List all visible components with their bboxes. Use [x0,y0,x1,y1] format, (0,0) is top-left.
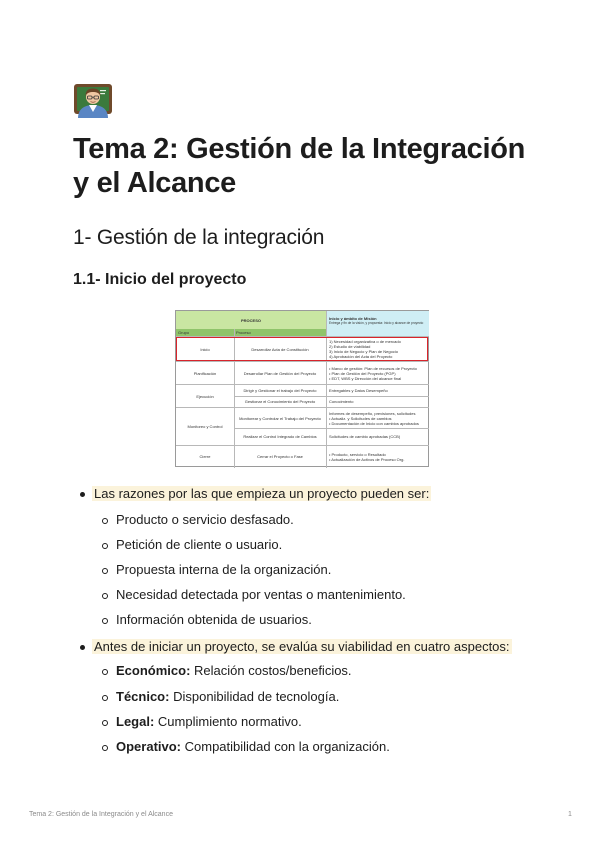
teacher-emoji-icon [74,82,112,118]
subsection-heading: 1.1- Inicio del proyecto [73,271,247,288]
table-grid-line [176,361,429,362]
table-row-group: Cierre [199,454,211,459]
bullet-circle-icon [102,745,108,751]
list-item-text: Cumplimiento normativo. [154,714,302,729]
table-output-line: • Marco de gestión: Plan de recursos de Proyecto [329,365,417,371]
bullet-circle-icon [102,568,108,574]
bullet-dot-icon [80,645,85,650]
table-row-outputs: Conocimiento [329,399,354,404]
list-item-text: Relación costos/beneficios. [190,663,352,678]
list-item-text: Compatibilidad con la organización. [181,739,390,754]
table-output-line: • Plan de Gestión del Proyecto (PGP) [329,370,396,376]
table-row-process: Desarrollar Acta de Constitución [251,346,309,352]
table-output-line: • Documentación de Inicio con cambios aprobados [329,420,419,426]
table-row-process: Monitorear y Controlar el Trabajo del Proyecto [239,415,321,421]
table-col-process: Proceso [234,329,326,336]
table-row-process: Cerrar el Proyecto o Fase [257,454,303,459]
list-item-text: Disponibilidad de tecnología. [169,689,340,704]
table-row-process: Desarrollar Plan de Gestión del Proyecto [243,370,317,376]
table-output-line: • EDT, WBS y Dirección del alcance final [329,375,402,381]
table-header-right [327,311,429,329]
table-row-outputs [327,408,429,428]
list-item-label: Técnico: [116,689,170,704]
table-output-line: • Actualización de Activos de Proceso Org. [329,456,405,462]
table-grid-line [234,396,429,397]
table-header-right-title: Inicio y ámbito de Misión [329,315,377,321]
integration-process-table-image [175,310,429,467]
list-item-text: Producto o servicio desfasado. [116,512,294,527]
table-row-process: Gestionar el Conocimiento del Proyecto [244,399,316,404]
page-title: Tema 2: Gestión de la Integración y el Alcance [73,133,526,199]
bullet-circle-icon [102,669,108,675]
bullet-circle-icon [102,543,108,549]
table-row-process: Dirigir y Gestionar el trabajo del Proyecto [243,388,317,393]
bullet-circle-icon [102,720,108,726]
table-row-group: Inicio [200,346,210,352]
table-output-line: 3) Inicio de Negocio y Plan de Negocio [329,349,398,354]
bullet-dot-icon [80,492,85,497]
table-highlight-box [176,337,428,361]
table-row-outputs [327,362,429,384]
table-row-group: Monitoreo y Control [187,424,223,429]
table-output-line: 2) Estudio de viabilidad [329,344,371,349]
highlighted-text: Antes de iniciar un proyecto, se evalúa su viabilidad en cuatro aspectos: [94,639,510,654]
table-row-outputs: Entregables y Datos Desempeño [329,388,388,393]
table-col-group: Grupo [176,329,234,336]
list-item-label: Legal: [116,714,155,729]
list-item-text: Información obtenida de usuarios. [116,612,312,627]
table-grid-line [176,384,429,385]
table-output-line: 1) Necesidad organizativa o de mercado [329,339,401,344]
bullet-circle-icon [102,593,108,599]
table-grid-line [176,445,429,446]
list-item-text: Necesidad detectada por ventas o mantenimiento. [116,587,406,602]
highlighted-text: Las razones por las que empieza un proyecto pueden ser: [94,486,430,501]
section-heading: 1- Gestión de la integración [73,226,325,249]
table-row-group: Ejecución [196,393,214,399]
table-col-right [327,329,429,336]
list-item-text: Propuesta interna de la organización. [116,562,332,577]
table-output-line: • Actualiz. y Solicitudes de cambios [329,415,392,421]
list-item-label: Operativo: [116,739,182,754]
footer-page-number: 1 [568,811,572,818]
table-header-right-sub: Entrega y fin de la visión, y propuesta: Inicio y alcance de proyecto [329,320,424,325]
bullet-circle-icon [102,618,108,624]
list-item-label: Económico: [116,663,191,678]
table-output-line: • Producto, servicio o Resultado [329,451,386,457]
table-row-process: Realizar el Control Integrado de Cambios [243,434,317,439]
bullet-circle-icon [102,518,108,524]
table-row-outputs: Solicitudes de cambio aprobadas (CCB) [329,434,401,439]
bullet-circle-icon [102,695,108,701]
table-header-process: PROCESO [176,311,326,329]
footer-doc-title: Tema 2: Gestión de la Integración y el Alcance [29,811,173,818]
list-item-text: Petición de cliente o usuario. [116,537,283,552]
table-row-group: Planificación [193,370,217,376]
table-grid-line [234,428,429,429]
table-grid-line [176,407,429,408]
table-output-line: 4) Aprobación del Acta del Proyecto [329,354,393,359]
table-row-outputs [327,446,429,467]
table-output-line: Informes de desempeño, previsiones, solicitudes [329,410,416,416]
